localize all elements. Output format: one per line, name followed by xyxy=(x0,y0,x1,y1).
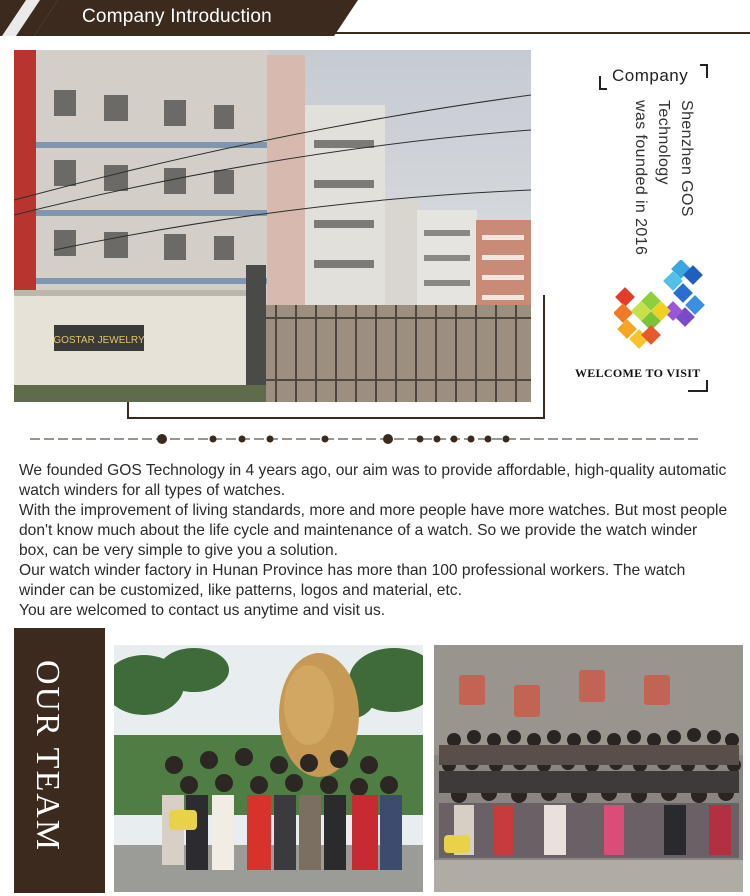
section-header xyxy=(0,0,358,36)
company-label: Company xyxy=(612,66,689,85)
sign-text: GOSTAR JEWELRY xyxy=(53,335,145,346)
intro-paragraph-4: You are welcomed to contact us anytime and visit us. xyxy=(19,602,386,619)
intro-paragraph-3: Our watch winder factory in Hunan Province has more than 100 professional workers. The watch winder can be customized, like patterns, logos and material, etc. xyxy=(19,562,686,599)
company-line-3: was founded in 2016 xyxy=(632,100,649,256)
company-bracket-right xyxy=(700,64,708,78)
factory-building-photo xyxy=(14,50,531,402)
company-bracket-left xyxy=(599,76,607,90)
our-team-title: OUR TEAM xyxy=(29,660,66,852)
gos-logo xyxy=(614,260,706,352)
company-line-2: Technology xyxy=(655,100,672,185)
intro-text xyxy=(19,461,731,621)
intro-paragraph-2: With the improvement of living standards, more and more people have more watches. But most people don't know much about the life cycle and maintenance of a watch. So we provide the watch winder box, can be very simple to give you a solution. xyxy=(19,502,728,559)
welcome-bracket xyxy=(688,380,708,392)
intro-paragraph-1: We founded GOS Technology in 4 years ago, our aim was to provide affordable, high-quality automatic watch winders for all types of watches. xyxy=(19,462,727,499)
team-photo-group xyxy=(434,645,743,892)
team-photo-garden xyxy=(114,645,423,892)
page-title: Company Introduction xyxy=(82,6,272,27)
company-line-1: Shenzhen GOS xyxy=(678,100,695,217)
section-divider xyxy=(30,429,700,449)
welcome-to-visit: WELCOME TO VISIT xyxy=(575,366,701,380)
